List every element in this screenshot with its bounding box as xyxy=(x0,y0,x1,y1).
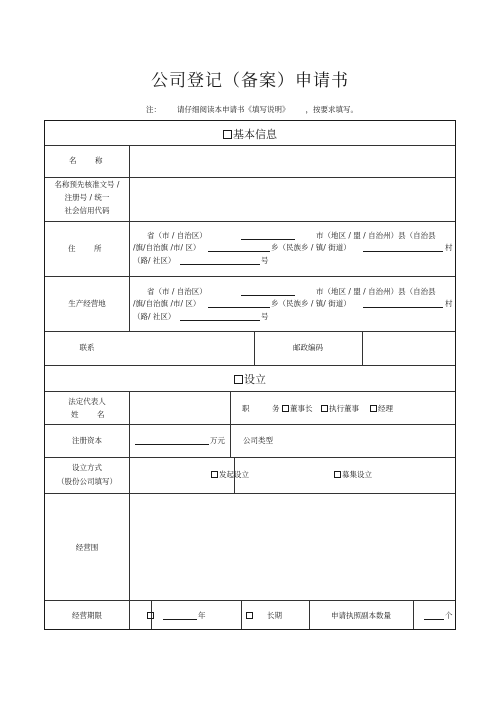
address-label-char-2: 所 xyxy=(94,244,102,253)
row-divider xyxy=(45,600,455,601)
section-basic-title: 基本信息 xyxy=(233,128,277,141)
instruction-note xyxy=(146,104,358,115)
addr-road: （路/ 社区） xyxy=(133,256,176,265)
term-long-option[interactable] xyxy=(246,610,254,622)
company-name-field[interactable] xyxy=(131,147,453,175)
addr-province-blank[interactable] xyxy=(241,231,295,240)
name-label-char-1: 名 xyxy=(69,156,77,165)
code-label-line-1: 名称预先核准文号 / xyxy=(54,180,120,189)
checkbox-icon[interactable] xyxy=(246,612,253,619)
column-divider xyxy=(413,600,414,629)
biz-addr-number: 号 xyxy=(261,312,269,321)
row-divider xyxy=(45,276,455,277)
column-divider xyxy=(129,391,130,629)
row-divider xyxy=(45,177,455,178)
position-label-char-1: 职 xyxy=(242,404,250,413)
capital-unit: 万元 xyxy=(210,436,225,445)
business-scope-field[interactable] xyxy=(131,495,453,598)
checkbox-icon[interactable] xyxy=(211,471,218,478)
note-suffix: ，按要求填写。 xyxy=(305,105,358,114)
note-text: 请仔细阅读本申请书《填写说明》 xyxy=(177,105,290,114)
legal-rep-label-char-1: 姓 xyxy=(71,410,79,419)
section-basic-info xyxy=(45,126,455,142)
name-label-char-2: 称 xyxy=(95,156,103,165)
business-scope-label: 经营围 xyxy=(75,543,99,552)
row-divider xyxy=(45,365,455,366)
row-divider xyxy=(45,391,455,392)
addr-city: 市（地区 / 盟 / 自治州）县（自治县 xyxy=(316,231,436,240)
biz-addr-city: 市（地区 / 盟 / 自治州）县（自治县 xyxy=(316,287,436,296)
form-title: 公司登记（备案）申请书 xyxy=(151,71,349,91)
biz-addr-road: （路/ 社区） xyxy=(133,312,176,321)
term-years-option[interactable] xyxy=(147,610,155,622)
legal-rep-label-line-1: 法定代表人 xyxy=(68,397,106,406)
term-label: 经营期限 xyxy=(72,611,102,620)
checkbox-icon[interactable] xyxy=(334,471,341,478)
method-label-line-2: （股份公司填写） xyxy=(57,477,117,486)
checkbox-icon xyxy=(223,130,232,139)
code-label-line-3: 社会信用代码 xyxy=(64,206,110,215)
contact-field[interactable] xyxy=(131,333,253,363)
checkbox-icon[interactable] xyxy=(370,405,377,412)
biz-addr-village: 村 xyxy=(445,299,453,308)
method-option-promotion[interactable]: 发起设立 xyxy=(211,469,249,481)
capital-blank[interactable] xyxy=(135,436,209,445)
contact-label: 联系 xyxy=(79,343,95,352)
column-divider xyxy=(129,145,130,331)
address-label-char-1: 住 xyxy=(68,244,76,253)
position-option-executive-director[interactable]: 执行董事 xyxy=(321,403,359,415)
postal-code-label: 邮政编码 xyxy=(293,343,323,352)
section-establishment xyxy=(45,371,455,387)
checkbox-icon[interactable] xyxy=(147,612,154,619)
row-divider xyxy=(45,221,455,222)
copies-label: 申请执照副本数量 xyxy=(331,611,391,620)
biz-addr-town-blank[interactable] xyxy=(363,299,443,308)
column-divider xyxy=(362,331,363,365)
position-option-manager[interactable]: 经理 xyxy=(370,403,393,415)
term-years-unit: 年 xyxy=(198,611,206,620)
capital-label: 注册资本 xyxy=(72,436,102,445)
addr-town: 乡（民族乡 / 镇/ 街道） xyxy=(271,243,351,252)
note-prefix: 注： xyxy=(146,105,161,114)
application-form-table xyxy=(44,120,456,630)
row-divider xyxy=(45,457,455,458)
column-divider xyxy=(230,391,231,457)
biz-addr-province: 省（市 / 自治区） xyxy=(147,287,207,296)
biz-addr-road-blank[interactable] xyxy=(180,312,260,321)
business-address-label: 生产经营地 xyxy=(68,299,106,308)
addr-number: 号 xyxy=(261,256,269,265)
biz-addr-province-blank[interactable] xyxy=(241,287,295,296)
checkbox-icon[interactable] xyxy=(321,405,328,412)
column-divider xyxy=(241,600,242,629)
addr-county: /旗/自治旗 /市/ 区） xyxy=(133,243,201,252)
section-establishment-title: 设立 xyxy=(244,373,266,386)
row-divider xyxy=(45,331,455,332)
addr-county-blank[interactable] xyxy=(208,243,270,252)
checkbox-icon[interactable] xyxy=(282,405,289,412)
method-option-offering[interactable]: 募集设立 xyxy=(334,469,372,481)
addr-village: 村 xyxy=(445,243,453,252)
legal-rep-name-field[interactable] xyxy=(131,393,229,423)
biz-addr-town: 乡（民族乡 / 镇/ 街道） xyxy=(271,299,351,308)
term-years-blank[interactable] xyxy=(163,611,197,620)
copies-unit: 个 xyxy=(445,611,453,620)
biz-addr-county-blank[interactable] xyxy=(208,299,270,308)
method-label-line-1: 设立方式 xyxy=(72,463,102,472)
term-long-label: 长期 xyxy=(267,611,282,620)
position-option-chairman[interactable]: 董事长 xyxy=(282,403,313,415)
addr-town-blank[interactable] xyxy=(363,243,443,252)
position-label-char-2: 务 xyxy=(272,404,280,413)
postal-code-field[interactable] xyxy=(364,333,453,363)
credit-code-field[interactable] xyxy=(131,179,453,219)
addr-road-blank[interactable] xyxy=(180,256,260,265)
row-divider xyxy=(45,493,455,494)
legal-rep-label-char-2: 名 xyxy=(97,410,105,419)
copies-blank[interactable] xyxy=(424,611,444,620)
row-divider xyxy=(45,424,455,425)
biz-addr-county: /旗/自治旗 /市/ 区） xyxy=(133,299,201,308)
addr-province: 省（市 / 自治区） xyxy=(147,231,207,240)
checkbox-icon xyxy=(234,375,243,384)
company-type-label: 公司类型 xyxy=(243,436,273,445)
row-divider xyxy=(45,145,455,146)
code-label-line-2: 注册号 / 统一 xyxy=(64,193,110,202)
company-type-field[interactable] xyxy=(285,426,453,456)
